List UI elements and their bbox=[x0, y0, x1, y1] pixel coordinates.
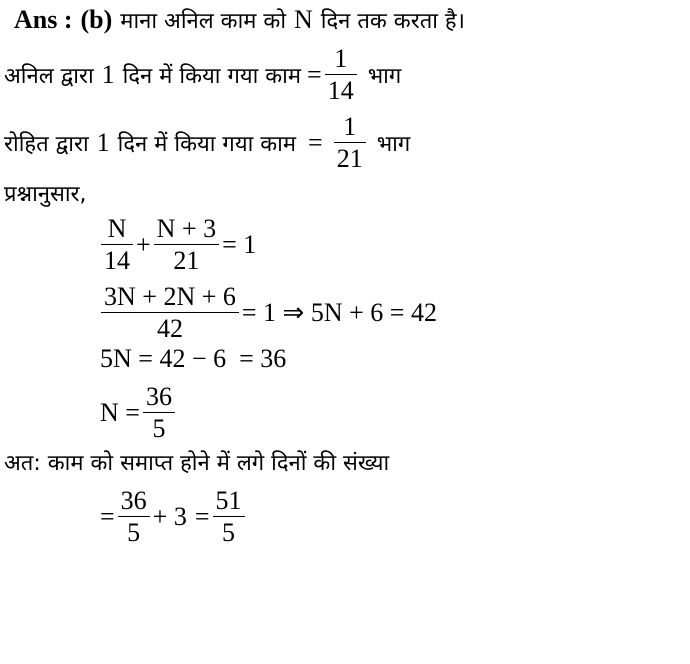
eq4-num: 36 bbox=[145, 381, 172, 411]
assumption-text-end: दिन तक करता है। bbox=[320, 9, 465, 34]
anil-text: अनिल द्वारा bbox=[4, 64, 94, 89]
equation-4 bbox=[100, 380, 178, 446]
rohit-equals: = bbox=[308, 128, 323, 157]
eq1-f1-num: N bbox=[107, 213, 127, 243]
anil-equals: = bbox=[307, 60, 322, 89]
anil-fraction-den: 14 bbox=[327, 75, 354, 105]
equation-2 bbox=[98, 280, 437, 346]
eq1-f2-num: N + 3 bbox=[156, 213, 217, 243]
rohit-fraction bbox=[334, 112, 366, 175]
eq5-f1-den: 5 bbox=[127, 517, 141, 547]
anil-one: 1 bbox=[101, 60, 115, 89]
anil-unit: भाग bbox=[367, 64, 402, 89]
answer-heading bbox=[14, 2, 465, 38]
eq3-text: 5N = 42 − 6 = 36 bbox=[100, 344, 287, 373]
equation-3 bbox=[100, 342, 286, 376]
rohit-fraction-num: 1 bbox=[343, 111, 357, 141]
equation-5 bbox=[100, 484, 248, 550]
anil-text-2: दिन में किया गया काम bbox=[122, 64, 302, 89]
eq5-fraction-2 bbox=[213, 486, 245, 549]
rohit-text: रोहित द्वारा bbox=[4, 132, 89, 157]
rohit-text-2: दिन में किया गया काम bbox=[117, 132, 297, 157]
eq5-fraction-1 bbox=[118, 486, 150, 549]
eq1-f2-den: 21 bbox=[173, 245, 200, 275]
rohit-fraction-den: 21 bbox=[336, 143, 363, 173]
eq2-fraction bbox=[101, 282, 239, 345]
eq1-plus: + bbox=[136, 230, 151, 259]
eq1-fraction-2 bbox=[154, 214, 219, 277]
eq1-rhs: = 1 bbox=[222, 230, 257, 259]
anil-work-line bbox=[4, 42, 401, 108]
anil-fraction bbox=[325, 44, 357, 107]
answer-option: (b) bbox=[80, 5, 113, 34]
assumption-text: माना अनिल काम को bbox=[120, 9, 287, 34]
variable-n: N bbox=[294, 5, 313, 34]
rohit-work-line bbox=[4, 110, 410, 176]
eq5-equals: = bbox=[100, 502, 115, 531]
therefore-line bbox=[4, 444, 389, 480]
eq4-fraction bbox=[143, 382, 175, 445]
eq1-fraction-1 bbox=[101, 214, 133, 277]
eq2-rhs: = 1 ⇒ 5N + 6 = 42 bbox=[241, 298, 437, 327]
anil-fraction-num: 1 bbox=[334, 43, 348, 73]
rohit-one: 1 bbox=[96, 128, 110, 157]
eq4-lhs: N = bbox=[100, 398, 140, 427]
eq4-den: 5 bbox=[152, 413, 166, 443]
according-text: प्रश्नानुसार, bbox=[4, 182, 87, 207]
eq2-num: 3N + 2N + 6 bbox=[104, 281, 236, 311]
eq2-den: 42 bbox=[156, 313, 183, 343]
according-line bbox=[4, 176, 87, 210]
eq5-plus3: + 3 bbox=[152, 502, 187, 531]
eq5-equals-2: = bbox=[194, 502, 210, 531]
eq5-f2-num: 51 bbox=[215, 485, 242, 515]
therefore-text: अत: काम को समाप्त होने में लगे दिनों की संख्या bbox=[4, 451, 390, 476]
eq5-f2-den: 5 bbox=[222, 517, 236, 547]
answer-label: Ans : bbox=[14, 5, 73, 34]
rohit-unit: भाग bbox=[376, 132, 411, 157]
eq1-f1-den: 14 bbox=[104, 245, 130, 275]
eq5-f1-num: 36 bbox=[120, 485, 147, 515]
equation-1 bbox=[98, 212, 256, 278]
